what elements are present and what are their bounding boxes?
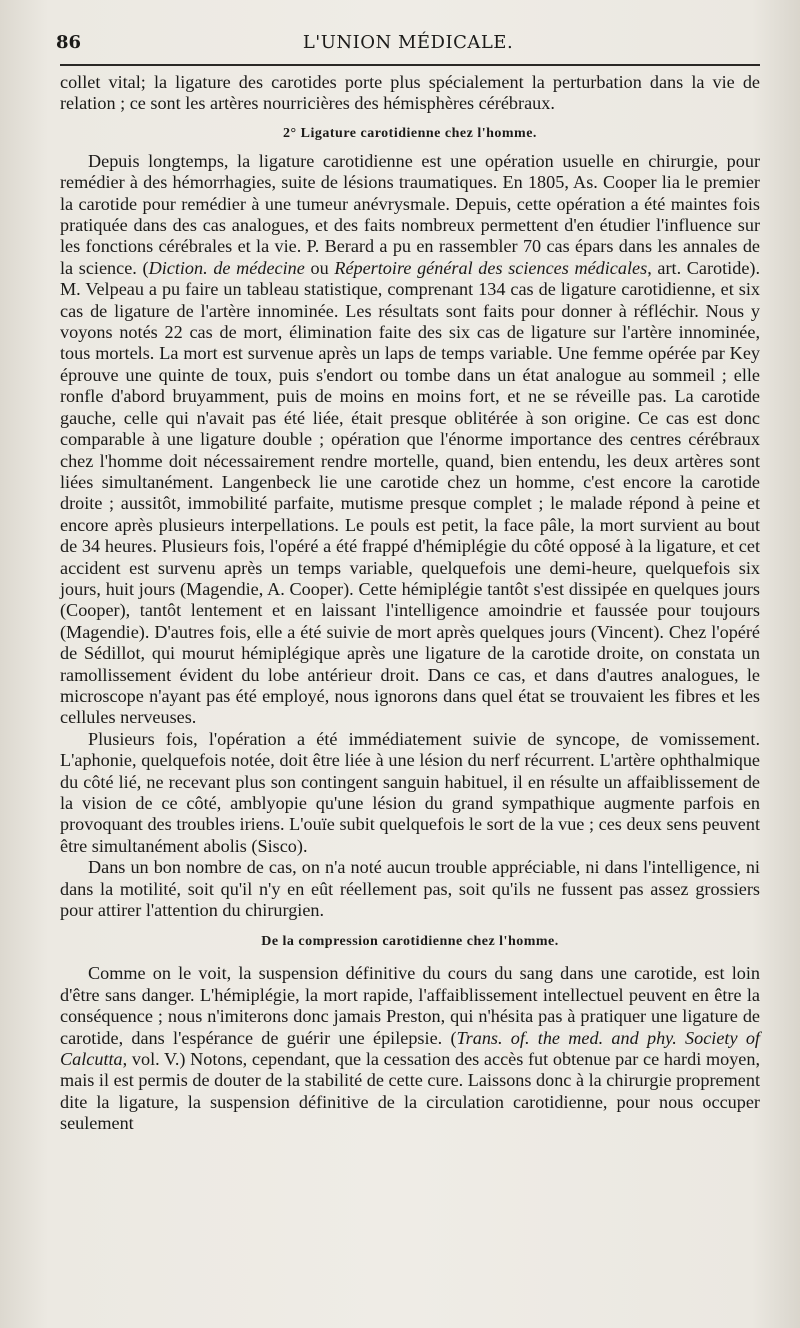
paragraph-text: Comme on le voit, la suspension définitive du cours du sang dans une carotide, est loin d'être sans danger. L'hémiplégie, la mort rapide, l'affaiblissement intellectuel peuvent en être la conséquence ; nous n'imiterons donc jamais Preston, qui n'hésita pas à pratiquer une ligature de carotide, dans l'espérance de guérir une épilepsie. ( (60, 963, 760, 1048)
paragraph-compression (60, 963, 760, 1134)
section-heading-ligature: 2° Ligature carotidienne chez l'homme. (283, 125, 537, 141)
running-head: L'UNION MÉDICALE. (302, 32, 514, 53)
paragraph-text: Depuis longtemps, la ligature carotidienne est une opération usuelle en chirurgie, pour remédier à des hémorrhagies, suite de lésions traumatiques. En 1805, As. Cooper lia le premier la carotide pour remédier à une tumeur anévrysmale. Depuis, cette opération a été maintes fois pratiquée dans des cas analogues, et des faits nombreux permettent d'en étudier l'influence sur les fonctions cérébrales et la vie. P. Berard a pu en rassembler 70 cas épars dans les annales de la science. ( (60, 150, 760, 278)
citation-title: Répertoire général des sciences médicales (334, 257, 648, 278)
article-body (60, 72, 760, 1135)
paragraph-syncope: Plusieurs fois, l'opération a été immédiatement suivie de syncope, de vomissement. L'aphonie, quelquefois notée, doit être liée à une lésion du nerf récurrent. L'artère ophthalmique du côté lié, ne recevant plus son contingent sanguin habituel, il en résulte un affaiblissement de la vision de ce côté, amblyopie qu'une lésion du grand sympathique augmente parfois en provoquant des troubles iriens. L'ouïe subit quelquefois le sort de la vue ; ces deux sens peuvent être simultanément abolis (Sisco). (60, 728, 760, 856)
page-number: 86 (56, 32, 82, 53)
section-heading-compression: De la compression carotidienne chez l'homme. (261, 934, 559, 950)
paragraph-text: ou (304, 257, 335, 278)
header-rule (60, 64, 760, 66)
citation-title: Diction. de médecine (148, 257, 305, 278)
citation-title: Trans. of. the med. and phy. Society of Calcutta (60, 1027, 760, 1070)
page-header (56, 26, 760, 62)
paragraph-text: , art. Carotide). M. Velpeau a pu faire un tableau statistique, comprenant 134 cas de ligature carotidienne, et six cas de ligature de l'artère innominée. Les résultats sont faits pour donner à réfléchir. Nous y voyons notés 22 cas de mort, élimination faite des six cas de ligature sur l'artère innominée, tous mortels. La mort est survenue après un laps de temps variable. Une femme opérée par Key éprouve une quinte de toux, puis s'endort ou tombe dans un état analogue au sommeil ; elle ronfle d'abord bruyamment, puis de moins en moins fort, et ne se réveille pas. La carotide gauche, celle qui n'avait pas été liée, était presque oblitérée à son origine. Ce cas est donc comparable à une ligature double ; opération que l'énorme importance des centres cérébraux chez l'homme doit nécessairement rendre mortelle, quand, bien entendu, les deux artères sont liées simultanément. Langenbeck lie une carotide chez un homme, c'est encore la carotide droite ; aussitôt, immobilité parfaite, mutisme presque complet ; le malade répond à peine et encore après plusieurs interpellations. Le pouls est petit, la face pâle, la mort survient au bout de 34 heures. Plusieurs fois, l'opéré a été frappé d'hémiplégie du côté opposé à la ligature, et cet accident est survenu après un temps variable, quelquefois une demi-heure, quelquefois six jours, huit jours (Magendie, A. Cooper). Cette hémiplégie tantôt s'est dissipée en quelques jours (Cooper), tantôt lentement et en laissant l'intelligence amoindrie et faussée pour toujours (Magendie). D'autres fois, elle a été suivie de mort après quelques jours (Vincent). Chez l'opéré de Sédillot, qui mourut hémiplégique après une ligature de la carotide droite, on constata un ramollissement évident du lobe antérieur droit. Dans ce cas, et dans d'autres analogues, le microscope n'ayant pas été employé, nous ignorons dans quel état se trouvaient les fibres et les cellules nerveuses. (60, 257, 761, 728)
paragraph-no-trouble: Dans un bon nombre de cas, on n'a noté aucun trouble appréciable, ni dans l'intelligence, ni dans la motilité, soit qu'il n'y en eût réellement pas, soit qu'ils ne fussent pas assez grossiers pour attirer l'attention du chirurgien. (60, 857, 760, 921)
intro-paragraph: collet vital; la ligature des carotides porte plus spécialement la perturbation dans la vie de relation ; ce sont les artères nourricières des hémisphères cérébraux. (60, 72, 760, 114)
paragraph-text: , vol. V.) Notons, cependant, que la cessation des accès fut obtenue par ce hardi moyen, mais il est permis de douter de la stabilité de cette cure. Laissons donc à la chirurgie proprement dite la ligature, la suspension définitive de la circulation carotidienne, pour nous occuper seulement (60, 1049, 760, 1134)
paragraph-ligature-history (60, 151, 760, 729)
